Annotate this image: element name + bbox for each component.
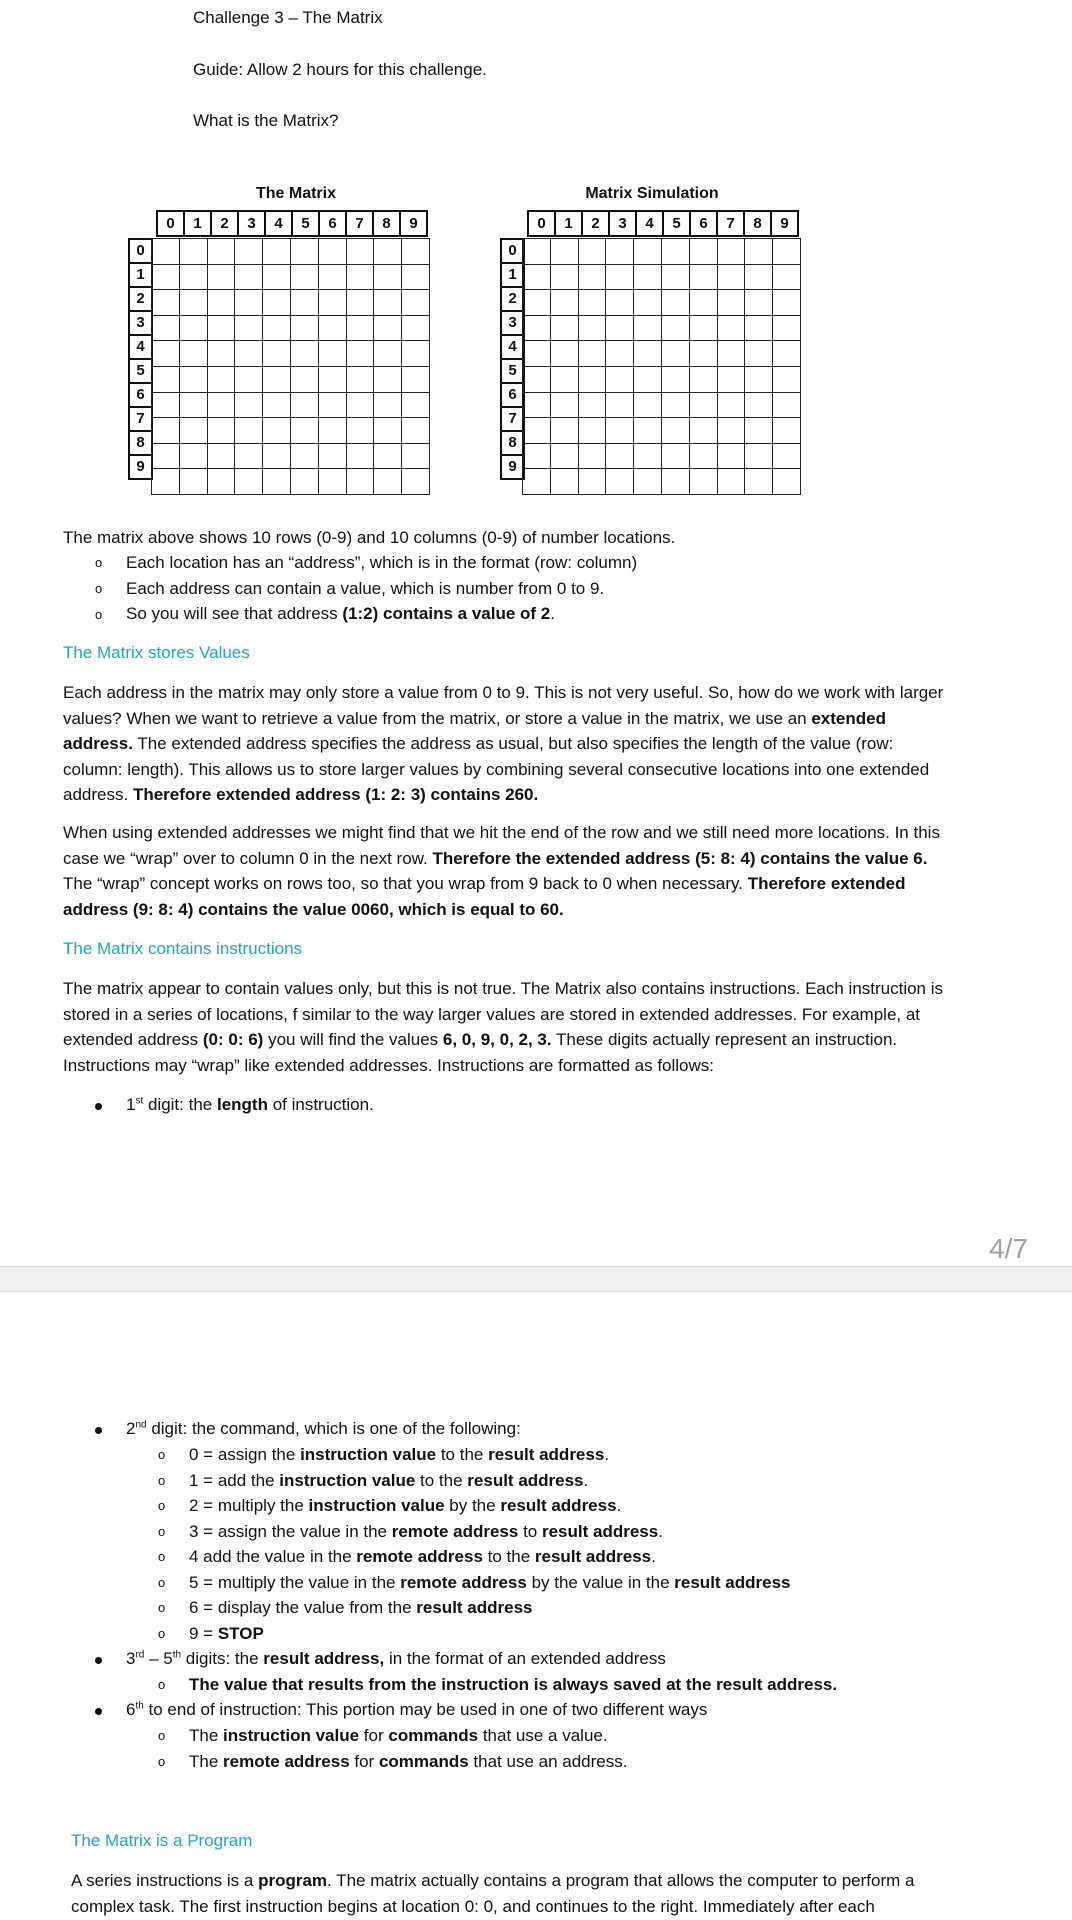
matrix-cell	[717, 290, 745, 316]
matrix-cell	[179, 366, 207, 392]
row-header-cell: 0	[129, 239, 152, 263]
column-header-cell: 8	[744, 211, 771, 236]
matrix-cell	[606, 443, 634, 469]
matrix-cell	[235, 392, 263, 418]
column-header-cell: 1	[555, 211, 582, 236]
matrix-cell	[402, 366, 430, 392]
digit-6-item: 6th to end of instruction: This portion may be used in one of two different ways	[126, 1700, 708, 1719]
matrix-cell	[606, 469, 634, 495]
matrix-cell	[290, 315, 318, 341]
matrix-cell	[263, 341, 291, 367]
matrix-cell	[318, 290, 346, 316]
matrix-cell	[263, 264, 291, 290]
matrix-cell	[207, 290, 235, 316]
command-0: 0 = assign the instruction value to the result address.	[189, 1445, 610, 1464]
matrix-cell	[550, 341, 578, 367]
matrix-cell	[402, 290, 430, 316]
digit-6-sub-1: The instruction value for commands that use a value.	[189, 1726, 608, 1745]
matrix-cell	[550, 418, 578, 444]
matrix-cell	[745, 392, 773, 418]
matrix-cell	[179, 443, 207, 469]
matrix-cell	[773, 418, 801, 444]
matrix-cell	[523, 418, 551, 444]
circle-bullet-icon: o	[158, 1498, 166, 1513]
row-header-cell: 3	[501, 311, 524, 335]
matrix-row-header	[128, 238, 153, 480]
program-paragraph: A series instructions is a program. The matrix actually contains a program that allows the computer to perform a complex task. The first instruction begins at location 0: 0, and continues to the right. Immediately after each	[71, 1871, 915, 1916]
matrix-cell	[152, 341, 180, 367]
simulation-grid-title: Matrix Simulation	[585, 185, 719, 202]
document-title: Challenge 3 – The Matrix	[193, 8, 383, 27]
circle-bullet-icon: o	[158, 1600, 166, 1615]
circle-bullet-icon: o	[158, 1575, 166, 1590]
matrix-cell	[606, 392, 634, 418]
matrix-cell	[290, 366, 318, 392]
row-header-cell: 7	[501, 407, 524, 431]
matrix-cell	[773, 366, 801, 392]
matrix-cell	[745, 290, 773, 316]
column-header-cell: 5	[292, 211, 319, 236]
matrix-cell	[207, 418, 235, 444]
row-header-cell: 0	[501, 239, 524, 263]
matrix-cell	[717, 264, 745, 290]
matrix-cell	[745, 341, 773, 367]
column-header-cell: 2	[211, 211, 238, 236]
matrix-cell	[523, 341, 551, 367]
matrix-cell	[402, 341, 430, 367]
matrix-cell	[523, 290, 551, 316]
row-header-cell: 5	[501, 359, 524, 383]
matrix-cell	[263, 443, 291, 469]
column-header-cell: 2	[582, 211, 609, 236]
matrix-cell	[235, 443, 263, 469]
matrix-cell	[207, 366, 235, 392]
matrix-cell	[578, 239, 606, 265]
row-header-cell: 5	[129, 359, 152, 383]
simulation-column-header	[527, 210, 799, 237]
matrix-cell	[152, 290, 180, 316]
matrix-cell	[207, 239, 235, 265]
matrix-cell	[374, 290, 402, 316]
matrix-cell	[152, 366, 180, 392]
matrix-cell	[745, 239, 773, 265]
matrix-cell	[606, 366, 634, 392]
matrix-cell	[374, 418, 402, 444]
matrix-cell	[179, 315, 207, 341]
matrix-cell	[634, 341, 662, 367]
matrix-cell	[689, 392, 717, 418]
matrix-cell	[152, 469, 180, 495]
matrix-cell	[745, 469, 773, 495]
matrix-cell	[263, 469, 291, 495]
circle-bullet-icon: o	[158, 1626, 166, 1641]
matrix-cell	[689, 315, 717, 341]
matrix-cell	[578, 443, 606, 469]
command-9: 9 = STOP	[189, 1624, 264, 1643]
matrix-cell	[578, 366, 606, 392]
matrix-cell	[661, 392, 689, 418]
matrix-cell	[179, 264, 207, 290]
circle-bullet-icon: o	[158, 1677, 166, 1692]
column-header-cell: 6	[319, 211, 346, 236]
matrix-cell	[578, 341, 606, 367]
page-number: 4/7	[989, 1233, 1028, 1264]
matrix-cell	[634, 443, 662, 469]
column-header-cell: 0	[528, 211, 555, 236]
matrix-cell	[773, 443, 801, 469]
circle-bullet-icon: o	[158, 1549, 166, 1564]
matrix-cell	[689, 418, 717, 444]
matrix-cell	[773, 290, 801, 316]
matrix-cell	[606, 315, 634, 341]
matrix-cell	[550, 469, 578, 495]
matrix-cell	[207, 341, 235, 367]
command-5: 5 = multiply the value in the remote address by the value in the result address	[189, 1573, 791, 1592]
matrix-cell	[346, 443, 374, 469]
matrix-cell	[179, 341, 207, 367]
matrix-cell	[152, 418, 180, 444]
matrix-cell	[235, 366, 263, 392]
matrix-cell	[550, 315, 578, 341]
matrix-cell	[374, 315, 402, 341]
matrix-cell	[578, 264, 606, 290]
matrix-cell	[263, 290, 291, 316]
matrix-cell	[717, 443, 745, 469]
column-header-cell: 0	[157, 211, 184, 236]
matrix-cell	[374, 264, 402, 290]
matrix-cell	[207, 264, 235, 290]
matrix-cell	[346, 315, 374, 341]
matrix-cell	[717, 418, 745, 444]
question-text: What is the Matrix?	[193, 111, 339, 130]
matrix-cell	[578, 469, 606, 495]
column-header-cell: 7	[346, 211, 373, 236]
command-6: 6 = display the value from the result address	[189, 1598, 533, 1617]
matrix-cell	[318, 264, 346, 290]
matrix-cell	[661, 366, 689, 392]
row-header-cell: 9	[129, 455, 152, 479]
matrix-cell	[290, 418, 318, 444]
matrix-cells	[151, 238, 430, 495]
matrix-cell	[550, 264, 578, 290]
row-header-cell: 8	[129, 431, 152, 455]
matrix-cell	[374, 366, 402, 392]
matrix-cell	[290, 469, 318, 495]
matrix-cell	[661, 418, 689, 444]
matrix-cell	[318, 443, 346, 469]
row-header-cell: 2	[501, 287, 524, 311]
row-header-cell: 9	[501, 455, 524, 479]
matrix-cell	[263, 239, 291, 265]
matrix-cell	[402, 469, 430, 495]
command-1: 1 = add the instruction value to the result address.	[189, 1471, 589, 1490]
matrix-cell	[179, 290, 207, 316]
bullet-dot-icon	[95, 1657, 102, 1664]
column-header-cell: 7	[717, 211, 744, 236]
matrix-cell	[235, 315, 263, 341]
matrix-cell	[689, 290, 717, 316]
column-header-cell: 9	[400, 211, 427, 236]
matrix-cell	[606, 264, 634, 290]
matrix-cell	[550, 239, 578, 265]
matrix-cell	[523, 469, 551, 495]
matrix-cell	[179, 469, 207, 495]
matrix-cell	[634, 418, 662, 444]
row-header-cell: 8	[501, 431, 524, 455]
circle-bullet-icon: o	[95, 581, 103, 596]
matrix-cell	[235, 341, 263, 367]
matrix-cell	[152, 264, 180, 290]
matrix-cell	[318, 341, 346, 367]
matrix-cell	[773, 264, 801, 290]
matrix-cell	[773, 315, 801, 341]
matrix-cell	[634, 469, 662, 495]
matrix-cell	[689, 469, 717, 495]
matrix-cell	[207, 469, 235, 495]
matrix-cell	[207, 392, 235, 418]
simulation-cells	[522, 238, 801, 495]
column-header-cell: 4	[265, 211, 292, 236]
circle-bullet-icon: o	[158, 1473, 166, 1488]
matrix-cell	[346, 392, 374, 418]
matrix-cell	[745, 315, 773, 341]
matrix-cell	[578, 290, 606, 316]
matrix-cell	[318, 366, 346, 392]
matrix-cell	[290, 392, 318, 418]
matrix-cell	[661, 239, 689, 265]
matrix-cell	[578, 418, 606, 444]
matrix-cell	[402, 264, 430, 290]
circle-bullet-icon: o	[95, 555, 103, 570]
matrix-cell	[550, 290, 578, 316]
matrix-cell	[661, 315, 689, 341]
matrix-cell	[290, 341, 318, 367]
matrix-cell	[661, 264, 689, 290]
column-header-cell: 3	[609, 211, 636, 236]
matrix-cell	[152, 392, 180, 418]
matrix-cell	[661, 290, 689, 316]
matrix-cell	[179, 239, 207, 265]
matrix-cell	[717, 392, 745, 418]
matrix-cell	[634, 315, 662, 341]
matrix-cell	[374, 443, 402, 469]
matrix-cell	[717, 366, 745, 392]
instructions-paragraph: The matrix appear to contain values only, but this is not true. The Matrix also contains instructions. Each instruction is stored in a series of locations, f similar to the way larger values are stored in extended addresses. For example, at extended address (0: 0: 6) you will find the values 6, 0, 9, 0, 2, 3. These digits actually represent an instruction. Instructions may “wrap” like extended addresses. Instructions are formatted as follows:	[63, 979, 944, 1075]
matrix-cell	[773, 392, 801, 418]
intro-bullet-2: Each address can contain a value, which is number from 0 to 9.	[126, 579, 605, 598]
bullet-dot-icon	[95, 1103, 102, 1110]
column-header-cell: 4	[636, 211, 663, 236]
matrix-cell	[689, 341, 717, 367]
matrix-cell	[346, 366, 374, 392]
matrix-cell	[346, 239, 374, 265]
matrix-cell	[717, 239, 745, 265]
matrix-cell	[606, 418, 634, 444]
digit-2-item: 2nd digit: the command, which is one of the following:	[126, 1419, 521, 1438]
circle-bullet-icon: o	[158, 1524, 166, 1539]
bullet-dot-icon	[95, 1427, 102, 1434]
matrix-cell	[374, 341, 402, 367]
matrix-cell	[318, 469, 346, 495]
matrix-column-header	[156, 210, 428, 237]
row-header-cell: 1	[501, 263, 524, 287]
matrix-cell	[745, 418, 773, 444]
section-heading-program: The Matrix is a Program	[71, 1831, 253, 1850]
matrix-cell	[235, 264, 263, 290]
row-header-cell: 4	[501, 335, 524, 359]
matrix-cell	[290, 443, 318, 469]
matrix-cell	[717, 469, 745, 495]
matrix-cell	[550, 443, 578, 469]
matrix-cell	[374, 469, 402, 495]
matrix-cell	[402, 315, 430, 341]
matrix-cell	[318, 418, 346, 444]
matrix-cell	[773, 341, 801, 367]
column-header-cell: 1	[184, 211, 211, 236]
row-header-cell: 6	[501, 383, 524, 407]
matrix-cell	[179, 392, 207, 418]
matrix-cell	[374, 392, 402, 418]
matrix-cell	[634, 290, 662, 316]
matrix-cell	[152, 443, 180, 469]
matrix-cell	[402, 239, 430, 265]
matrix-cell	[523, 443, 551, 469]
column-header-cell: 5	[663, 211, 690, 236]
matrix-cell	[689, 443, 717, 469]
matrix-cell	[263, 315, 291, 341]
matrix-cell	[402, 443, 430, 469]
matrix-cell	[773, 469, 801, 495]
digits-3-5-item: 3rd – 5th digits: the result address, in the format of an extended address	[126, 1649, 666, 1668]
matrix-cell	[346, 341, 374, 367]
matrix-cell	[523, 315, 551, 341]
matrix-grid-title: The Matrix	[255, 185, 336, 202]
matrix-cell	[290, 239, 318, 265]
matrix-cell	[773, 239, 801, 265]
matrix-cell	[402, 392, 430, 418]
matrix-cell	[689, 239, 717, 265]
column-header-cell: 8	[373, 211, 400, 236]
row-header-cell: 2	[129, 287, 152, 311]
row-header-cell: 6	[129, 383, 152, 407]
matrix-cell	[578, 315, 606, 341]
matrix-cell	[717, 341, 745, 367]
row-header-cell: 3	[129, 311, 152, 335]
matrix-cell	[578, 392, 606, 418]
matrix-cell	[318, 315, 346, 341]
row-header-cell: 7	[129, 407, 152, 431]
matrix-cell	[523, 392, 551, 418]
intro-text: The matrix above shows 10 rows (0-9) and 10 columns (0-9) of number locations.	[63, 528, 676, 547]
matrix-cell	[634, 264, 662, 290]
column-header-cell: 3	[238, 211, 265, 236]
matrix-cell	[634, 239, 662, 265]
matrix-cell	[235, 418, 263, 444]
matrix-cell	[689, 264, 717, 290]
command-4: 4 add the value in the remote address to the result address.	[189, 1547, 656, 1566]
matrix-cell	[689, 366, 717, 392]
matrix-cell	[235, 290, 263, 316]
intro-bullet-3: So you will see that address (1:2) contains a value of 2.	[126, 604, 555, 623]
matrix-cell	[745, 366, 773, 392]
matrix-cell	[745, 264, 773, 290]
matrix-cell	[346, 418, 374, 444]
matrix-cell	[523, 366, 551, 392]
row-header-cell: 4	[129, 335, 152, 359]
matrix-cell	[263, 366, 291, 392]
matrix-cell	[523, 239, 551, 265]
guide-text: Guide: Allow 2 hours for this challenge.	[193, 60, 487, 79]
command-3: 3 = assign the value in the remote address to result address.	[189, 1522, 663, 1541]
column-header-cell: 9	[771, 211, 798, 236]
matrix-cell	[290, 264, 318, 290]
matrix-cell	[207, 315, 235, 341]
matrix-cell	[402, 418, 430, 444]
matrix-cell	[661, 341, 689, 367]
circle-bullet-icon: o	[158, 1447, 166, 1462]
matrix-cell	[318, 239, 346, 265]
command-2: 2 = multiply the instruction value by the result address.	[189, 1496, 622, 1515]
intro-bullet-1: Each location has an “address”, which is in the format (row: column)	[126, 553, 638, 572]
matrix-cell	[152, 315, 180, 341]
matrix-cell	[318, 392, 346, 418]
matrix-cell	[550, 366, 578, 392]
matrix-cell	[346, 290, 374, 316]
matrix-cell	[346, 469, 374, 495]
circle-bullet-icon: o	[95, 607, 103, 622]
matrix-cell	[235, 469, 263, 495]
values-paragraph-2: When using extended addresses we might find that we hit the end of the row and we still need more locations. In this case we “wrap” over to column 0 in the next row. Therefore the extended address (5: 8: 4) contains the value 6. The “wrap” concept works on rows too, so that you wrap from 9 back to 0 when necessary. Therefore extended address (9: 8: 4) contains the value 0060, which is equal to 60.	[63, 823, 940, 919]
matrix-cell	[207, 443, 235, 469]
matrix-cell	[634, 392, 662, 418]
matrix-cell	[606, 239, 634, 265]
matrix-cell	[634, 366, 662, 392]
bullet-dot-icon	[95, 1708, 102, 1715]
matrix-cell	[606, 290, 634, 316]
section-heading-instructions: The Matrix contains instructions	[63, 939, 303, 958]
circle-bullet-icon: o	[158, 1728, 166, 1743]
matrix-cell	[374, 239, 402, 265]
digit-1-item: 1st digit: the length of instruction.	[126, 1095, 374, 1114]
digits-3-5-note: The value that results from the instruction is always saved at the result address.	[189, 1675, 838, 1694]
matrix-cell	[661, 469, 689, 495]
matrix-cell	[550, 392, 578, 418]
matrix-cell	[263, 418, 291, 444]
matrix-cell	[290, 290, 318, 316]
matrix-cell	[606, 341, 634, 367]
matrix-cell	[745, 443, 773, 469]
page-separator	[0, 1266, 1072, 1292]
matrix-cell	[235, 239, 263, 265]
digit-6-sub-2: The remote address for commands that use an address.	[189, 1752, 628, 1771]
values-paragraph-1: Each address in the matrix may only store a value from 0 to 9. This is not very useful. So, how do we work with larger values? When we want to retrieve a value from the matrix, or store a value in the matrix, we use an extended address. The extended address specifies the address as usual, but also specifies the length of the value (row: column: length). This allows us to store larger values by combining several consecutive locations into one extended address. Therefore extended address (1: 2: 3) contains 260.	[63, 683, 944, 804]
section-heading-values: The Matrix stores Values	[63, 643, 250, 662]
matrix-cell	[717, 315, 745, 341]
column-header-cell: 6	[690, 211, 717, 236]
matrix-cell	[523, 264, 551, 290]
row-header-cell: 1	[129, 263, 152, 287]
circle-bullet-icon: o	[158, 1754, 166, 1769]
matrix-cell	[152, 239, 180, 265]
matrix-cell	[661, 443, 689, 469]
matrix-cell	[263, 392, 291, 418]
matrix-cell	[346, 264, 374, 290]
matrix-cell	[179, 418, 207, 444]
